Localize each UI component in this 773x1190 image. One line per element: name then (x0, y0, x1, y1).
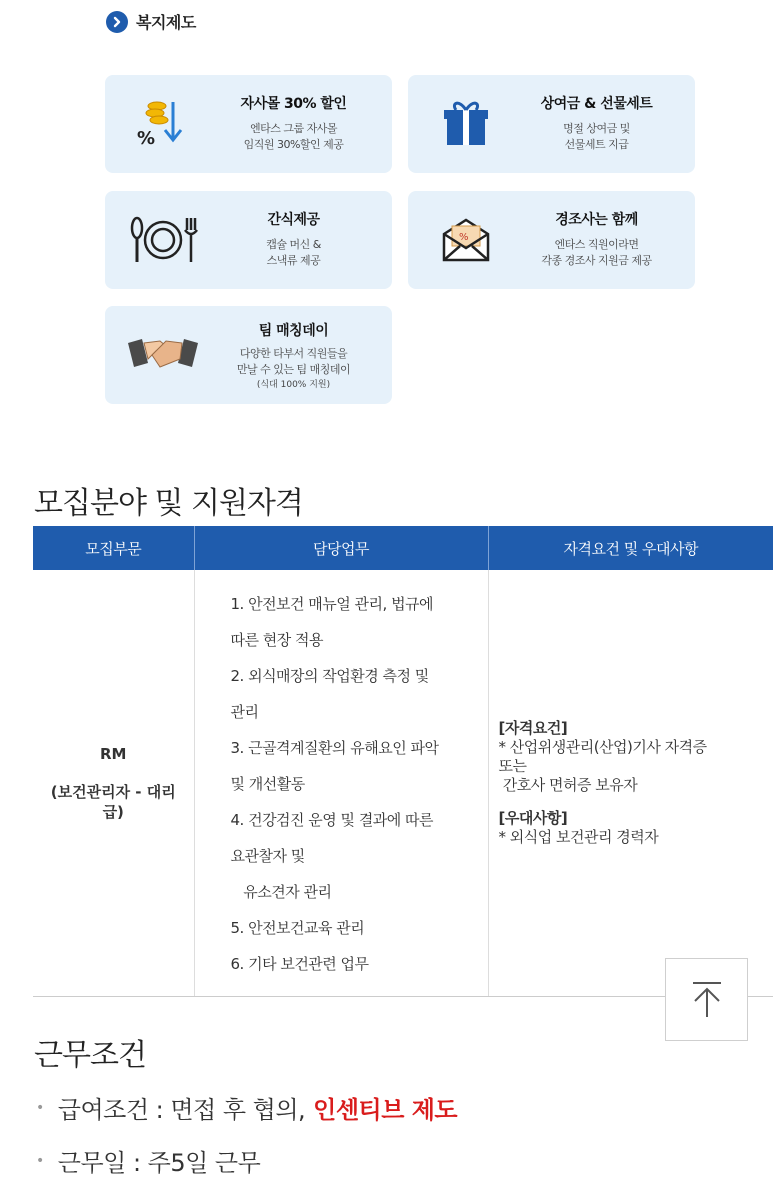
card-title: 자사몰 30% 할인 (240, 96, 347, 112)
scroll-to-top-button[interactable] (665, 958, 748, 1041)
svg-text:%: % (459, 232, 469, 243)
card-title: 팀 매칭데이 (258, 323, 329, 339)
condition-days (36, 1143, 260, 1178)
duty-line: 4. 건강검진 운영 및 결과에 따른 (230, 811, 434, 829)
table-header-row (33, 526, 773, 570)
duty-line: 유소견자 관리 (230, 883, 332, 901)
welfare-header (106, 10, 196, 33)
welfare-card-team-matching (105, 306, 392, 404)
card-desc: 각종 경조사 지원금 제공 (541, 254, 652, 267)
envelope-icon (426, 205, 506, 275)
duty-line: 요관찰자 및 (230, 847, 305, 865)
gift-box-icon (426, 89, 506, 159)
header-department: 모집부문 (33, 526, 194, 570)
duty-line: 2. 외식매장의 작업환경 측정 및 (230, 667, 429, 685)
header-duties: 담당업무 (194, 526, 488, 570)
card-title: 상여금 & 선물세트 (540, 96, 653, 112)
position-name: RM (100, 745, 127, 763)
card-desc: 캡슐 머신 & (266, 238, 321, 251)
welfare-card-snack (105, 191, 392, 289)
pref-line: * 외식업 보건관리 경력자 (498, 828, 659, 846)
position-cell (33, 570, 194, 997)
card-title: 경조사는 함께 (555, 212, 638, 228)
card-desc: 만날 수 있는 팀 매칭데이 (236, 363, 351, 376)
conditions-section-title: 근무조건 (34, 1038, 146, 1073)
bullet-icon: • (36, 1099, 44, 1116)
card-desc: 스낵류 제공 (266, 254, 321, 267)
salary-highlight: 인센티브 제도 (313, 1096, 458, 1124)
card-desc: 선물세트 지급 (564, 138, 629, 151)
condition-salary (36, 1090, 457, 1125)
duty-line: 1. 안전보건 매뉴얼 관리, 법규에 (230, 595, 434, 613)
welfare-card-bonus (408, 75, 695, 173)
qual-line: 간호사 면허증 보유자 (498, 776, 638, 794)
welfare-title: 복지제도 (136, 13, 196, 32)
card-desc: 다양한 타부서 직원들을 (239, 347, 348, 360)
chevron-right-icon (106, 11, 128, 33)
duty-line: 3. 근골격계질환의 유해요인 파악 (230, 739, 439, 757)
card-desc: 엔타스 그룹 자사몰 (249, 122, 337, 135)
qual-line: * 산업위생관리(산업)기사 자격증 (498, 738, 707, 756)
qualifications-cell (488, 570, 773, 997)
bullet-icon: • (36, 1152, 44, 1169)
plate-utensils-icon (123, 205, 203, 275)
recruit-table (33, 526, 773, 997)
card-desc: 엔타스 직원이라면 (554, 238, 639, 251)
header-qualifications: 자격요건 및 우대사항 (488, 526, 773, 570)
duty-line: 따른 현장 적용 (230, 631, 323, 649)
duty-line: 5. 안전보건교육 관리 (230, 919, 365, 937)
duty-line: 6. 기타 보건관련 업무 (230, 955, 369, 973)
duty-line: 관리 (230, 703, 259, 721)
table-row (33, 570, 773, 997)
position-sub: (보건관리자 - 대리급) (50, 783, 176, 821)
qual-heading: [자격요건] (498, 719, 568, 737)
pref-heading: [우대사항] (498, 809, 568, 827)
card-desc: 명절 상여금 및 (563, 122, 630, 135)
card-title: 간식제공 (267, 212, 320, 228)
work-days: 근무일 : 주5일 근무 (57, 1149, 261, 1177)
welfare-card-condolence (408, 191, 695, 289)
coins-discount-icon (123, 89, 203, 159)
arrow-up-icon (687, 979, 727, 1021)
salary-label: 급여조건 : 면접 후 협의, (57, 1096, 306, 1124)
welfare-card-discount (105, 75, 392, 173)
card-desc-note: (식대 100% 지원) (256, 380, 331, 390)
handshake-icon (123, 320, 203, 390)
duties-cell (194, 570, 488, 997)
svg-text:%: % (137, 128, 156, 149)
card-desc: 임직원 30%할인 제공 (243, 138, 344, 151)
recruit-section-title: 모집분야 및 지원자격 (34, 486, 303, 521)
qual-line: 또는 (498, 757, 527, 775)
duty-line: 및 개선활동 (230, 775, 305, 793)
